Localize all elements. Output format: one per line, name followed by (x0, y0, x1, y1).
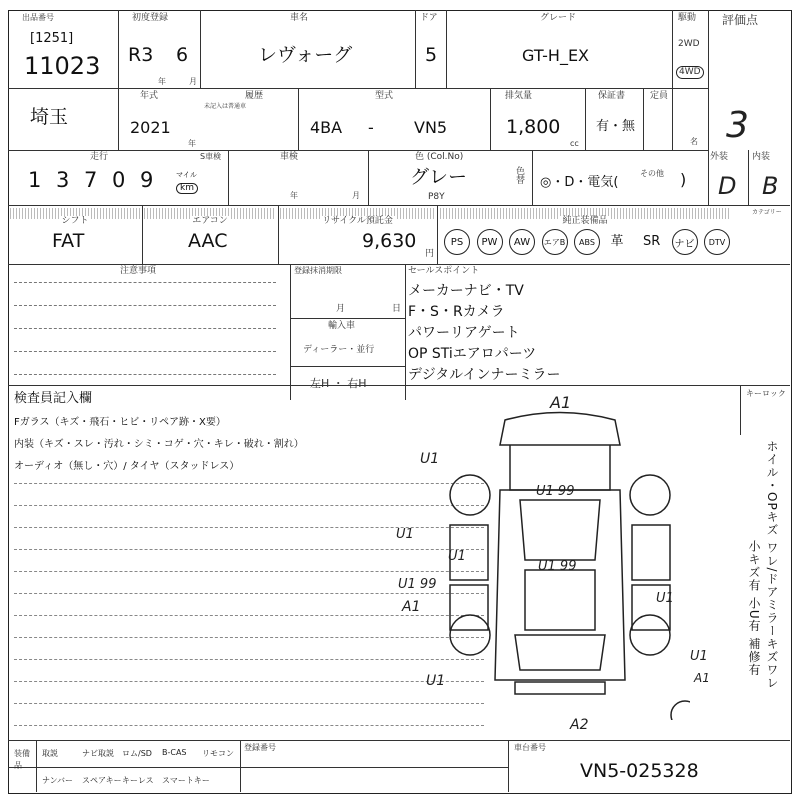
equip-row1-4: リモコン (202, 749, 234, 758)
shift-value: FAT (52, 230, 85, 252)
equip-row1-2: ロム/SD (122, 749, 152, 758)
recycle-value: 9,630 (362, 230, 417, 252)
cc-unit: cc (570, 139, 579, 148)
aircon-value: AAC (188, 230, 228, 252)
equipment-label: 装備品 (14, 749, 30, 770)
option-4: ABS (574, 229, 600, 255)
color-change-label: 色替 (516, 167, 526, 186)
paint-close-paren: ) (680, 170, 687, 189)
damage-mark-9: U1 (690, 649, 708, 664)
inspector-line-2: オーディオ（無し・穴）/ タイヤ（スタッドレス） (14, 461, 240, 472)
exterior-grade: D (718, 172, 737, 200)
capacity-unit: 名 (690, 137, 698, 146)
rating-value: 3 (726, 105, 749, 146)
mileage-digit: 1 (28, 168, 42, 192)
year-mark: 年 (158, 77, 166, 86)
mileage-digit: 7 (84, 168, 98, 192)
displacement-label: 排気量 (505, 91, 533, 101)
option-1: PW (477, 229, 503, 255)
damage-mark-7: U1 (656, 591, 674, 606)
model-code: VN5 (414, 118, 448, 137)
sales-point-2: パワーリアゲート (408, 325, 520, 341)
mileage-digit: 3 (56, 168, 70, 192)
model-label: 型式 (375, 91, 394, 101)
car-name-label: 車名 (290, 13, 309, 23)
sales-point-0: メーカーナビ・TV (408, 283, 524, 299)
drive-4wd: 4WD (676, 66, 704, 79)
paint-types: ◎・D・電気( (540, 175, 619, 190)
damage-mark-10: A1 (694, 671, 710, 685)
equip-row1-3: B-CAS (162, 748, 187, 757)
damage-mark-8: U1 (426, 673, 446, 689)
key-lock-label: キーロック (746, 389, 786, 398)
handle-side: 左H ・ 右H (310, 377, 367, 390)
door-label: ドア (420, 13, 438, 23)
month-mark: 月 (189, 77, 197, 86)
chassis-label: 車台番号 (514, 743, 546, 752)
inspector-line-0: Fガラス（キズ・飛石・ヒビ・リペア跡・X要） (14, 417, 226, 428)
chassis-number: VN5-025328 (580, 760, 699, 782)
sales-points-label: セールスポイント (408, 266, 480, 276)
lot-number: 11023 (24, 52, 101, 80)
damage-mark-4: U1 99 (398, 577, 437, 592)
aircon-header: エアコン (144, 208, 276, 219)
lot-label: 出品番号 (22, 13, 54, 22)
damage-mark-12: U1 (448, 549, 466, 564)
displacement: 1,800 (506, 116, 561, 138)
equip-row2-3: スマートキー (162, 776, 210, 785)
warranty-value: 有・無 (596, 119, 636, 134)
import-label: 輸入車 (328, 321, 356, 331)
lot-bracket: [1251] (30, 31, 74, 46)
drive-label: 駆動 (678, 13, 697, 23)
recycle-header: リサイクル預託金 (280, 208, 435, 219)
history-note: 未記入は普通車 (204, 103, 247, 110)
mileage-label: 走行 (90, 152, 109, 162)
option-0: PS (444, 229, 470, 255)
options-header: 純正装備品 (440, 208, 730, 219)
km-unit: km (176, 183, 198, 194)
interior-label: 内装 (752, 152, 771, 162)
option-8: DTV (704, 229, 730, 255)
shift-header: シフト (10, 208, 140, 219)
grade: GT-H_EX (522, 46, 590, 65)
damage-mark-3: U1 (396, 527, 414, 542)
reg-day: 日 (392, 304, 402, 314)
option-6: SR (643, 234, 661, 249)
option-5: 革 (610, 234, 624, 249)
option-3: エアB (542, 229, 568, 255)
interior-grade: B (762, 172, 779, 200)
option-2: AW (509, 229, 535, 255)
equip-row1-0: 取説 (42, 749, 58, 758)
damage-mark-1: U1 (420, 451, 440, 467)
sales-point-1: F・S・Rカメラ (408, 304, 505, 320)
right-vertical-2: 小キズ有 小U有 補修有 (747, 540, 761, 677)
model-prefix: 4BA (310, 118, 343, 137)
inspector-label: 検査員記入欄 (14, 391, 93, 406)
rating-label: 評価点 (722, 13, 759, 27)
inspection-label: 車検 (280, 152, 299, 162)
mile-unit: マイル (176, 171, 197, 179)
color-value: グレー (410, 166, 468, 188)
right-vertical-1: ホイル・OPキズ ワレ/ドアミラーキズワレ (765, 440, 779, 690)
door-count: 5 (425, 44, 438, 66)
mileage-digit: 9 (140, 168, 154, 192)
first-reg-month: 6 (176, 44, 189, 66)
model-year-label: 年式 (140, 91, 159, 101)
mileage-digit: 0 (112, 168, 126, 192)
inspection-year: 年 (290, 191, 298, 200)
equip-row2-1: スペアキー (82, 776, 122, 785)
equip-row2-0: ナンバー (42, 776, 74, 785)
category-label: カテゴリー (752, 209, 782, 216)
check-label: S車検 (200, 152, 222, 161)
capacity-label: 定員 (650, 91, 669, 101)
damage-mark-2: U1 99 (536, 484, 575, 499)
sales-point-3: OP STiエアロパーツ (408, 346, 537, 362)
inspection-month: 月 (352, 191, 360, 200)
prefecture: 埼玉 (30, 106, 69, 128)
grade-label: グレード (540, 13, 577, 23)
color-code: P8Y (428, 192, 445, 202)
equip-row2-2: キーレス (122, 776, 154, 785)
damage-mark-11: A2 (570, 717, 589, 733)
reg-month: 月 (336, 304, 346, 314)
dealer-parallel: ディーラー・並行 (303, 345, 375, 355)
warranty-label: 保証書 (598, 91, 626, 101)
damage-mark-5: U1 99 (538, 559, 577, 574)
damage-mark-6: A1 (402, 599, 421, 615)
exterior-label: 外装 (710, 152, 729, 162)
equip-row1-1: ナビ取説 (82, 749, 114, 758)
model-dash: - (368, 118, 374, 137)
model-year: 2021 (130, 118, 171, 137)
inspector-line-1: 内装（キズ・スレ・汚れ・シミ・コゲ・穴・キレ・破れ・割れ） (14, 439, 304, 450)
reg-no-label: 登録番号 (244, 743, 276, 752)
drive-2wd: 2WD (678, 39, 700, 49)
sales-point-4: デジタルインナーミラー (408, 367, 561, 383)
caution-label: 注意事項 (120, 266, 157, 276)
damage-mark-0: A1 (550, 393, 572, 412)
car-name: レヴォーグ (258, 44, 353, 66)
first-reg-era: R3 (128, 44, 154, 66)
year-mark-2: 年 (188, 139, 196, 148)
option-7: ナビ (672, 229, 698, 255)
paint-other: その他 (640, 169, 664, 178)
history-label: 履歴 (245, 91, 264, 101)
first-reg-label: 初度登録 (132, 13, 169, 23)
yen-unit: 円 (425, 249, 435, 259)
reg-date-label: 登録抹消期限 (294, 266, 342, 275)
color-label: 色 (Col.No) (415, 152, 464, 162)
